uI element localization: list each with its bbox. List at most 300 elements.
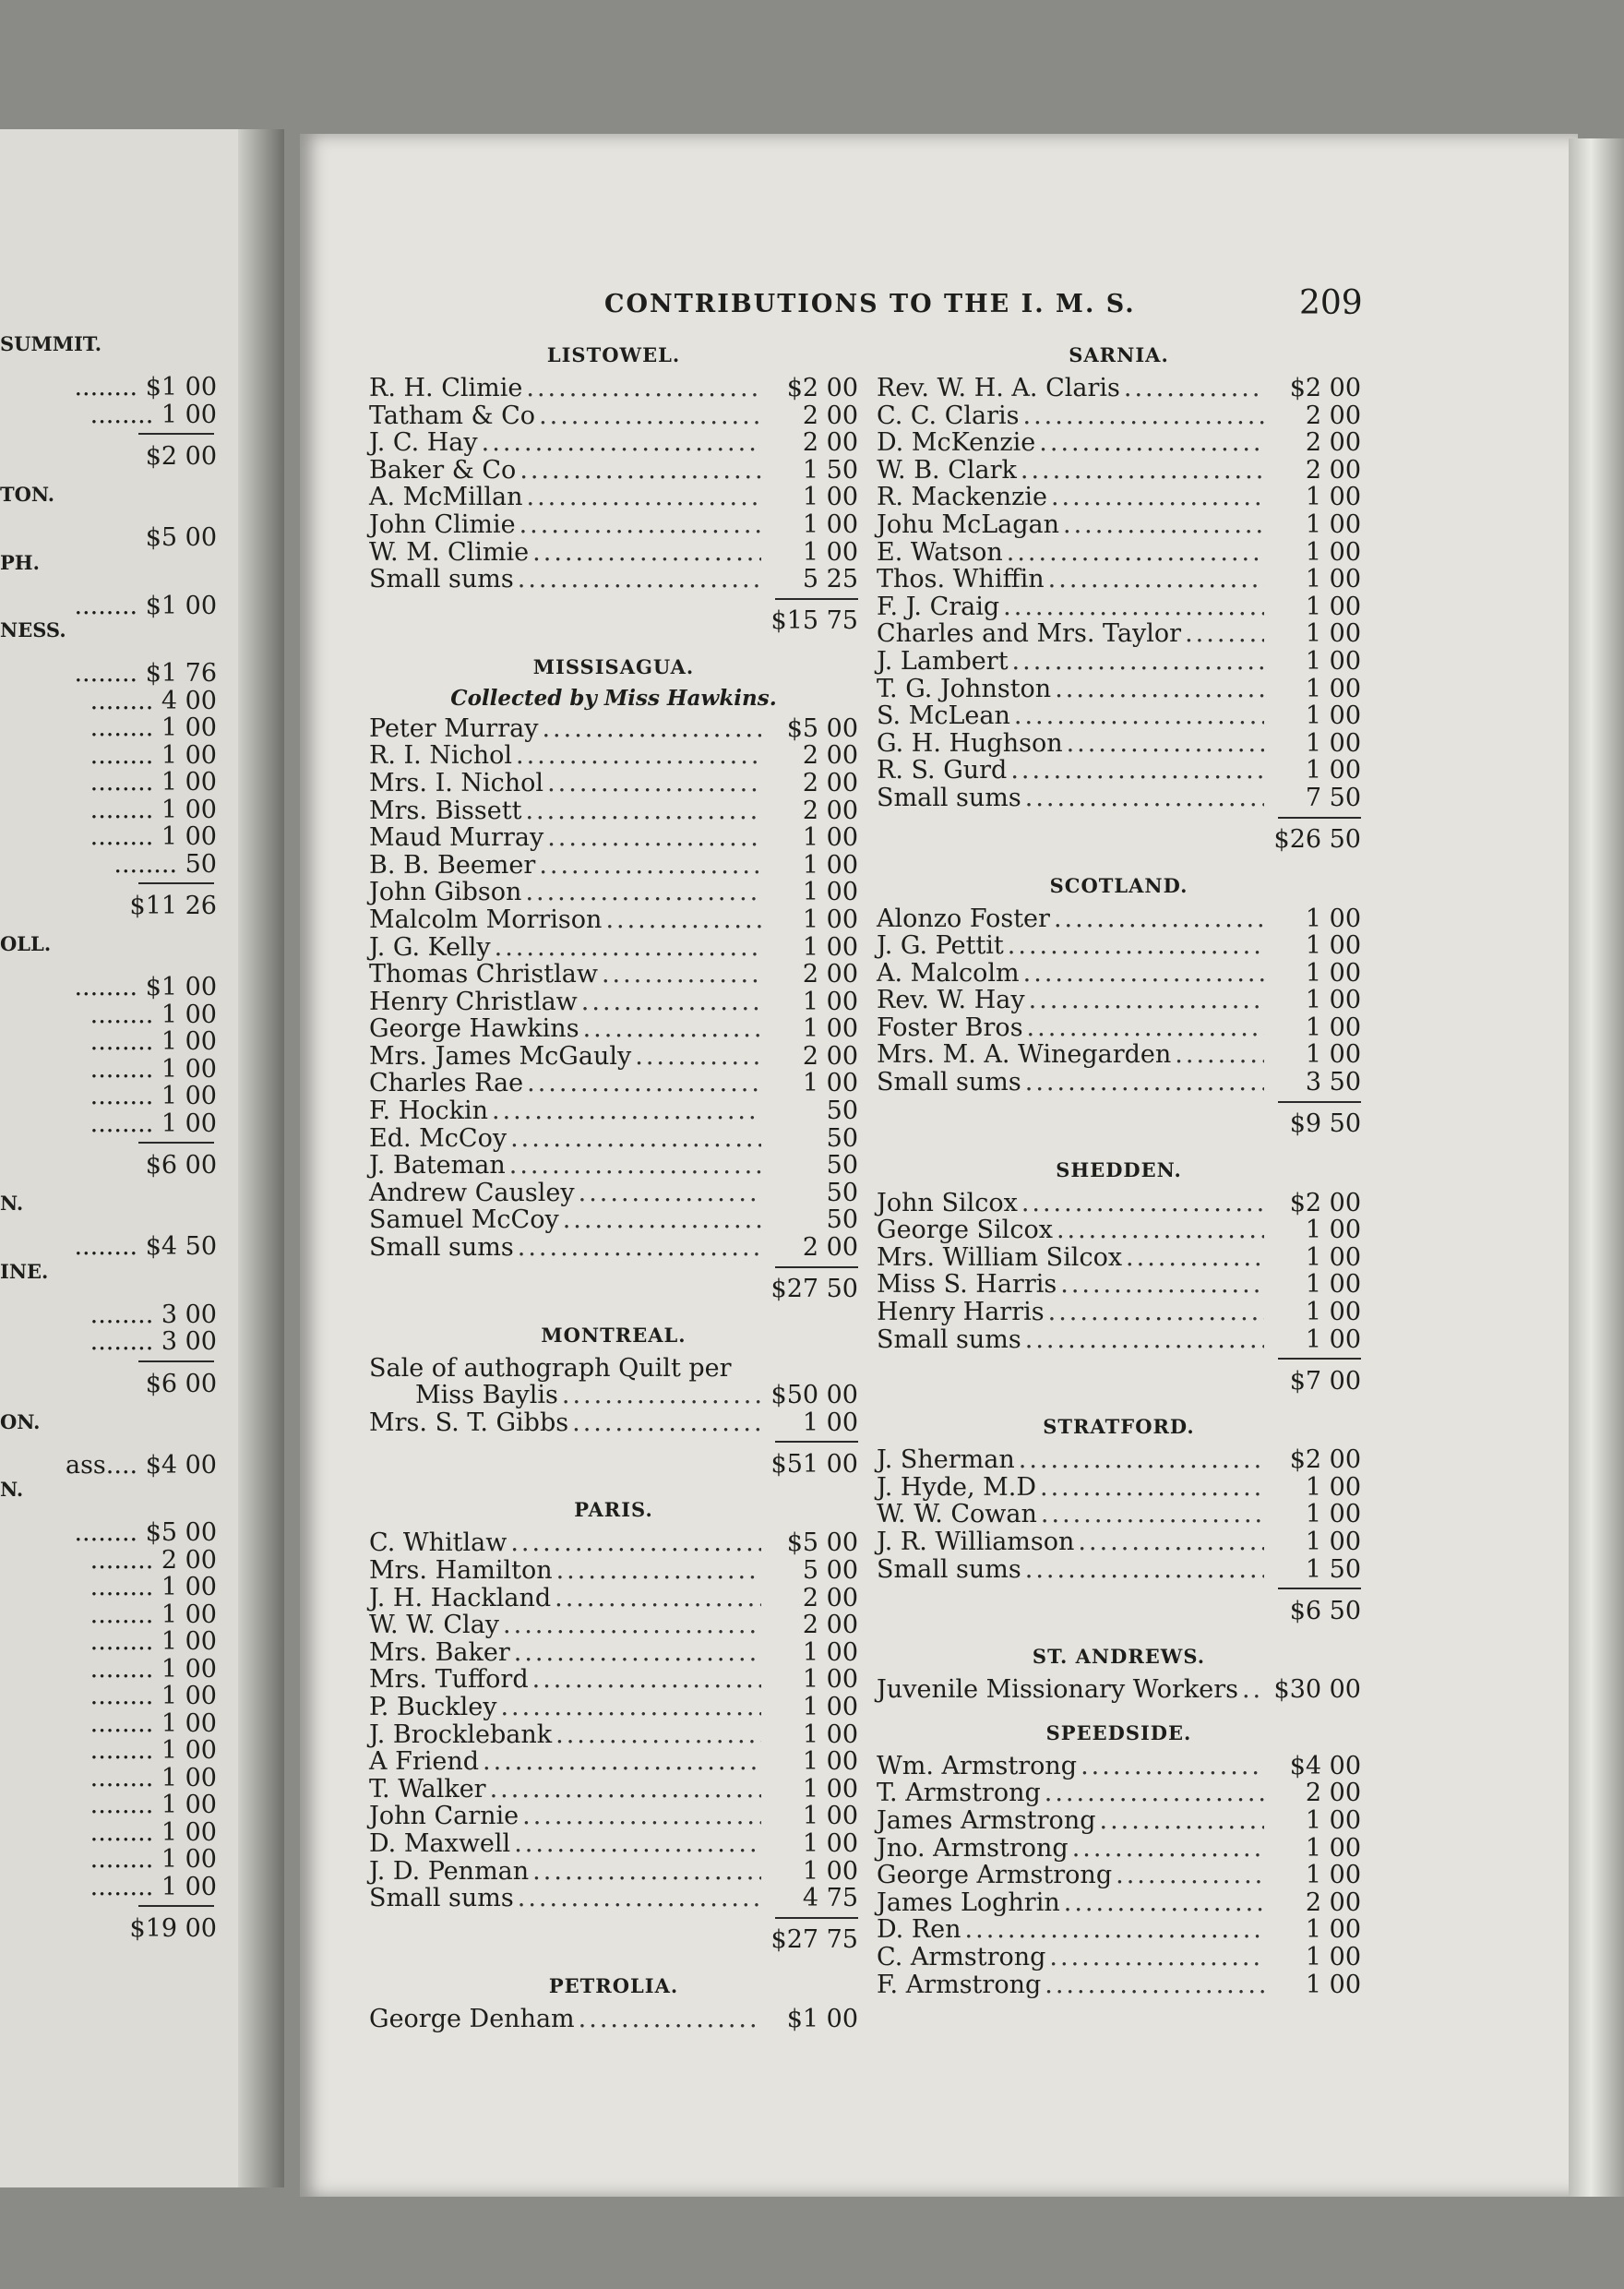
leader-dots	[1059, 510, 1264, 539]
contributor-name: J. Lambert	[877, 646, 1009, 676]
leader-dots	[521, 878, 761, 906]
contribution-amount: $5 00	[786, 713, 858, 743]
contributor-name: George Silcox	[877, 1216, 1053, 1245]
section-total	[877, 1365, 1361, 1396]
leader-dots	[1041, 1971, 1264, 1999]
contribution-amount: 1 00	[1305, 537, 1361, 567]
contribution-row	[369, 1151, 858, 1179]
contribution-amount: 1 50	[802, 455, 858, 485]
page-number: 209	[1299, 284, 1363, 322]
contribution-row	[369, 741, 858, 769]
contributor-name: Small sums	[877, 1554, 1021, 1584]
contribution-amount: 1 00	[802, 1637, 858, 1667]
contribution-row	[369, 851, 858, 879]
leader-dots	[522, 483, 761, 511]
contribution-amount: 1 00	[1305, 958, 1361, 988]
contribution-amount: 2 00	[802, 401, 858, 430]
contribution-row	[877, 1189, 1361, 1216]
contribution-amount: 5 25	[802, 565, 858, 594]
contributor-name: Jno. Armstrong	[877, 1833, 1069, 1863]
contribution-row	[369, 988, 858, 1015]
leader-dots	[559, 1205, 761, 1234]
contribution-row	[877, 1013, 1361, 1041]
contribution-amount: 1 00	[1305, 1270, 1361, 1300]
facing-entry: ........ 4 00	[90, 686, 217, 715]
section-heading: SARNIA.	[1069, 343, 1169, 366]
leader-dots	[1045, 1943, 1264, 1971]
facing-entry: ........ 1 00	[90, 1845, 217, 1874]
contributor-name: R. H. Climie	[369, 374, 523, 402]
section-heading: MONTREAL.	[541, 1323, 687, 1347]
facing-entry: ........ 1 00	[90, 1708, 217, 1738]
contribution-row	[877, 1325, 1361, 1353]
leader-dots	[1074, 1528, 1264, 1556]
right-column	[877, 343, 1361, 1997]
section-heading: STRATFORD.	[1043, 1415, 1195, 1439]
contribution-row	[369, 401, 858, 429]
total-rule	[138, 433, 214, 435]
facing-entry: ........ 1 00	[90, 1682, 217, 1710]
contributor-name: E. Watson	[877, 537, 1003, 567]
leader-dots	[1050, 905, 1264, 933]
contribution-row	[369, 456, 858, 484]
leader-dots	[1057, 1270, 1264, 1299]
leader-dots	[1051, 675, 1264, 703]
contribution-amount: 1 00	[1305, 674, 1361, 703]
contribution-amount: 1 50	[1305, 1554, 1361, 1584]
section-heading: SCOTLAND.	[1049, 873, 1188, 897]
contribution-amount: 1 00	[1305, 986, 1361, 1015]
contribution-amount: $5 00	[786, 1528, 858, 1558]
contribution-row	[877, 931, 1361, 959]
facing-entry: ........ 1 00	[90, 1109, 217, 1138]
running-head: CONTRIBUTIONS TO THE I. M. S.	[604, 290, 1136, 318]
contribution-row	[877, 565, 1361, 593]
contributor-name: R. S. Gurd	[877, 756, 1008, 785]
contributor-name: F. Armstrong	[877, 1970, 1042, 1999]
facing-entry: ........ $1 76	[74, 659, 217, 688]
total-rule	[1278, 817, 1361, 819]
contribution-row	[877, 374, 1361, 401]
contribution-amount: 1 00	[802, 823, 858, 853]
contribution-row	[877, 1861, 1361, 1888]
contribution-row	[369, 1042, 858, 1070]
contribution-row	[369, 538, 858, 566]
contribution-row	[369, 374, 858, 401]
contribution-amount: 1 00	[802, 1069, 858, 1098]
total-amount: $9 50	[1289, 1109, 1361, 1139]
section-petrolia	[369, 1974, 858, 2032]
leader-dots	[1004, 931, 1264, 960]
section-total	[877, 1109, 1361, 1140]
section-montreal	[369, 1324, 858, 1480]
leader-dots	[1021, 784, 1264, 812]
contribution-amount: 1 00	[1305, 646, 1361, 676]
leader-dots	[1045, 565, 1264, 593]
contribution-row	[369, 1014, 858, 1042]
contribution-amount: $1 00	[786, 2004, 858, 2033]
section-total	[369, 1274, 858, 1305]
page-edge	[1569, 138, 1624, 2197]
leader-dots	[523, 1069, 761, 1097]
leader-dots	[479, 1747, 761, 1776]
total-rule	[138, 882, 214, 884]
leader-dots	[1021, 1068, 1264, 1097]
contribution-row	[877, 1216, 1361, 1243]
contribution-amount: $4 00	[1289, 1751, 1361, 1780]
contribution-amount: 1 00	[1305, 1013, 1361, 1042]
contribution-row	[369, 1381, 858, 1408]
contributor-name: J. G. Kelly	[369, 932, 491, 962]
contribution-row	[369, 933, 858, 961]
contribution-row	[369, 510, 858, 538]
facing-entry: ........ $1 00	[74, 591, 217, 620]
contribution-row	[877, 428, 1361, 456]
contribution-row	[877, 701, 1361, 729]
contribution-amount: 3 50	[1305, 1068, 1361, 1097]
contribution-row	[369, 483, 858, 510]
contribution-row	[369, 1354, 858, 1382]
total-amount: $6 50	[1289, 1596, 1361, 1625]
contribution-amount: 1 00	[1305, 1242, 1361, 1272]
leader-dots	[522, 374, 761, 402]
contribution-row	[877, 1943, 1361, 1971]
facing-entry: ........ 1 00	[90, 1000, 217, 1029]
contribution-row	[877, 1915, 1361, 1943]
contribution-row	[877, 619, 1361, 647]
contribution-row	[877, 647, 1361, 675]
leader-dots	[1122, 1243, 1264, 1272]
contribution-amount: 1 00	[802, 1828, 858, 1858]
contributor-name: C. Whitlaw	[369, 1528, 508, 1558]
leader-dots	[1181, 619, 1264, 648]
section-heading: ST. ANDREWS.	[1032, 1645, 1206, 1669]
leader-dots	[602, 905, 761, 934]
contribution-amount: 1 00	[802, 1774, 858, 1804]
contribution-row	[369, 1233, 858, 1261]
contributor-name: Peter Murray	[369, 713, 539, 743]
contribution-row	[369, 1638, 858, 1666]
contribution-amount: 1 00	[802, 1692, 858, 1721]
facing-heading: TON.	[0, 483, 55, 506]
contribution-row	[877, 729, 1361, 757]
contribution-amount: 1 00	[802, 932, 858, 962]
contribution-amount: 1 00	[802, 1856, 858, 1886]
contributor-name: Thos. Whiffin	[877, 565, 1045, 594]
contribution-amount: 1 00	[1305, 1861, 1361, 1890]
contributor-name: J. Hyde, M.D	[877, 1472, 1036, 1502]
contributor-name: Rev. W. H. A. Claris	[877, 374, 1120, 402]
contributor-name: James Armstrong	[877, 1805, 1096, 1835]
contribution-row	[877, 905, 1361, 932]
section-total	[877, 824, 1361, 856]
section-total	[877, 1595, 1361, 1626]
facing-entry: ........ 2 00	[90, 1545, 217, 1575]
contribution-amount: 1 00	[802, 905, 858, 934]
leader-dots	[1060, 1888, 1264, 1917]
facing-heading: N.	[0, 1478, 24, 1501]
contributor-name: Mrs. S. T. Gibbs	[369, 1408, 569, 1437]
leader-dots	[1112, 1861, 1264, 1889]
contribution-row	[877, 675, 1361, 702]
contributor-name: Charles and Mrs. Taylor	[877, 619, 1182, 649]
contribution-row	[369, 1829, 858, 1857]
section-stratford	[877, 1415, 1361, 1626]
contribution-amount: 1 00	[1305, 1216, 1361, 1245]
contribution-row	[369, 1408, 858, 1436]
facing-entry: ........ 1 00	[90, 1654, 217, 1684]
leader-dots	[1120, 374, 1264, 402]
facing-entry: ........ 1 00	[90, 1763, 217, 1792]
contribution-amount: 1 00	[1305, 1528, 1361, 1556]
contributor-name: F. J. Craig	[877, 592, 1000, 621]
contributor-name: Mrs. James McGauly	[369, 1041, 632, 1071]
leader-dots	[551, 1584, 761, 1612]
contribution-amount: 2 00	[802, 1583, 858, 1612]
facing-entry: ........ 1 00	[90, 1082, 217, 1110]
facing-entry: ........ 1 00	[90, 1573, 217, 1601]
leader-dots	[506, 1151, 761, 1180]
contribution-row	[877, 959, 1361, 987]
contributor-name: Baker & Co	[369, 455, 517, 485]
leader-dots	[514, 1233, 761, 1262]
contributor-name: Mrs. Baker	[369, 1637, 510, 1667]
contributor-name: G. H. Hughson	[877, 728, 1063, 758]
section-shedden	[877, 1158, 1361, 1397]
contribution-row	[369, 1747, 858, 1775]
section-note: Collected by Miss Hawkins.	[450, 685, 777, 711]
section-heading: SPEEDSIDE.	[1045, 1720, 1192, 1744]
contributor-name: Mrs. William Silcox	[877, 1242, 1123, 1272]
contributor-name: John Carnie	[369, 1802, 519, 1831]
contribution-amount: 1 00	[1305, 619, 1361, 649]
leader-dots	[552, 1720, 761, 1749]
contribution-row	[369, 1528, 858, 1556]
contributor-name: Miss Baylis	[415, 1381, 558, 1410]
contributor-name: C. C. Claris	[877, 401, 1020, 430]
contribution-row	[369, 428, 858, 456]
contribution-amount: 4 75	[802, 1884, 858, 1913]
contribution-amount: 1 00	[1305, 1324, 1361, 1354]
contribution-row	[877, 1068, 1361, 1096]
leader-dots	[516, 456, 761, 485]
facing-heading: ON.	[0, 1409, 41, 1433]
section-heading: LISTOWEL.	[546, 343, 681, 366]
contributor-name: Mrs. Bissett	[369, 796, 522, 825]
contribution-amount: 2 00	[802, 1233, 858, 1263]
contributor-name: J. Sherman	[877, 1445, 1015, 1475]
leader-dots	[519, 1802, 761, 1830]
contributor-name: Thomas Christlaw	[369, 960, 598, 989]
contribution-row	[877, 1243, 1361, 1271]
contribution-amount: 5 00	[802, 1556, 858, 1585]
leader-dots	[1035, 428, 1264, 457]
facing-heading: SUMMIT.	[0, 332, 102, 355]
contributor-name: D. Maxwell	[369, 1828, 511, 1858]
facing-entry: ass.... $4 00	[65, 1450, 217, 1480]
contribution-row	[877, 1834, 1361, 1862]
contribution-amount: 2 00	[1305, 455, 1361, 485]
contribution-amount: 1 00	[1305, 1298, 1361, 1327]
contribution-row	[877, 1473, 1361, 1501]
contribution-amount: 2 00	[1305, 1779, 1361, 1808]
contributor-name: D. McKenzie	[877, 428, 1036, 458]
facing-total: $11 26	[129, 892, 217, 920]
total-amount: $51 00	[770, 1449, 858, 1479]
facing-entry: ........ 3 00	[90, 1300, 217, 1329]
contributor-name: James Loghrin	[877, 1888, 1060, 1917]
leader-dots	[1018, 1189, 1264, 1217]
contributor-name: Tatham & Co	[369, 401, 536, 430]
leader-dots	[521, 797, 761, 825]
contribution-amount: 1 00	[1305, 565, 1361, 594]
contribution-amount: 1 00	[1305, 728, 1361, 758]
leader-dots	[1045, 1298, 1264, 1326]
contributor-name: Charles Rae	[369, 1069, 524, 1098]
contribution-amount: 1 00	[802, 537, 858, 567]
contribution-row	[877, 1528, 1361, 1555]
leader-dots	[999, 593, 1264, 621]
leader-dots	[558, 1381, 761, 1409]
total-amount: $7 00	[1289, 1366, 1361, 1396]
contribution-row	[877, 1298, 1361, 1325]
contribution-amount: 1 00	[802, 987, 858, 1016]
contribution-amount: 2 00	[802, 960, 858, 989]
facing-total: $6 00	[145, 1369, 217, 1398]
contributor-name: W. W. Cowan	[877, 1500, 1037, 1529]
section-heading: PARIS.	[574, 1498, 653, 1522]
section-total	[369, 1448, 858, 1480]
contribution-row	[877, 1040, 1361, 1068]
contribution-row	[369, 1802, 858, 1829]
contribution-amount: $2 00	[786, 374, 858, 402]
leader-dots	[514, 1884, 761, 1912]
contribution-row	[369, 1611, 858, 1638]
facing-entry: ........ 1 00	[90, 1736, 217, 1765]
contribution-amount: 7 50	[1305, 783, 1361, 812]
total-rule	[775, 598, 858, 600]
contributor-name: T. Armstrong	[877, 1779, 1041, 1808]
facing-entry: $5 00	[145, 523, 217, 552]
leader-dots	[1238, 1675, 1264, 1704]
facing-entry: ........ 1 00	[90, 822, 217, 851]
contribution-amount: $2 00	[1289, 1188, 1361, 1217]
contribution-amount: 1 00	[1305, 904, 1361, 933]
contributor-name: W. M. Climie	[369, 537, 530, 567]
contributor-name: Andrew Causley	[369, 1178, 575, 1207]
contributor-name: Mrs. M. A. Winegarden	[877, 1040, 1172, 1070]
contribution-amount: 2 00	[802, 768, 858, 797]
contributor-name: J. C. Hay	[369, 428, 478, 458]
contributor-name: Henry Harris	[877, 1298, 1045, 1327]
contribution-amount: 1 00	[1305, 509, 1361, 539]
leader-dots	[1021, 1555, 1264, 1584]
contribution-row	[877, 1971, 1361, 1998]
leader-dots	[578, 988, 761, 1016]
contribution-amount: 50	[826, 1123, 858, 1153]
contribution-amount: 2 00	[802, 741, 858, 771]
contribution-amount: 1 00	[802, 1408, 858, 1437]
contribution-row	[369, 960, 858, 988]
contribution-amount: 1 00	[1305, 701, 1361, 731]
contributor-name: Henry Christlaw	[369, 987, 578, 1016]
contribution-row	[369, 1205, 858, 1233]
contribution-amount: 1 00	[1305, 931, 1361, 961]
contributor-name: Foster Bros	[877, 1013, 1023, 1042]
contribution-row	[877, 401, 1361, 429]
contributor-name: C. Armstrong	[877, 1942, 1046, 1971]
contributor-name: J. R. Williamson	[877, 1528, 1075, 1556]
contribution-row	[369, 1069, 858, 1097]
leader-dots	[1037, 1500, 1264, 1528]
facing-entry: ........ 1 00	[90, 795, 217, 824]
leader-dots	[496, 1693, 761, 1721]
facing-entry: ........ $4 50	[74, 1232, 217, 1261]
leader-dots	[553, 1556, 761, 1585]
contribution-row	[877, 1445, 1361, 1473]
contribution-row	[369, 769, 858, 797]
leader-dots	[486, 1775, 761, 1804]
facing-heading: PH.	[0, 550, 40, 574]
leader-dots	[961, 1915, 1264, 1944]
section-speedside	[877, 1721, 1361, 1997]
contribution-amount: $2 00	[1289, 1445, 1361, 1475]
leader-dots	[535, 851, 761, 880]
facing-entry: ........ 1 00	[90, 1627, 217, 1656]
contributor-name: Johu McLagan	[877, 509, 1060, 539]
contribution-row	[369, 878, 858, 905]
leader-dots	[1021, 1325, 1264, 1354]
contributor-name: George Denham	[369, 2004, 575, 2033]
contribution-amount: 1 00	[1305, 1805, 1361, 1835]
leader-dots	[514, 565, 761, 593]
contributor-name: F. Hockin	[369, 1097, 489, 1126]
contributor-name: John Gibson	[369, 878, 522, 907]
leader-dots	[488, 1097, 761, 1125]
contribution-amount: 50	[826, 1178, 858, 1207]
contributor-name: W. B. Clark	[877, 455, 1017, 485]
contribution-row	[877, 456, 1361, 484]
leader-dots	[1023, 1013, 1264, 1042]
contributor-name: J. Brocklebank	[369, 1720, 553, 1749]
contribution-row	[369, 823, 858, 851]
leader-dots	[1077, 1752, 1264, 1780]
contribution-amount: $50 00	[770, 1381, 858, 1410]
contributor-name: Small sums	[877, 1324, 1021, 1354]
leader-dots	[1063, 729, 1264, 758]
facing-entry: ........ $5 00	[74, 1518, 217, 1547]
leader-dots	[543, 823, 761, 852]
section-heading: PETROLIA.	[548, 1973, 679, 1997]
facing-entry: ........ 1 00	[90, 400, 217, 429]
contribution-row	[877, 756, 1361, 784]
total-rule	[1278, 1588, 1361, 1589]
facing-entry: ........ 50	[113, 849, 217, 879]
total-rule	[138, 1360, 214, 1362]
contribution-row	[369, 1556, 858, 1584]
contribution-amount: 1 00	[1305, 1942, 1361, 1971]
contribution-amount: 1 00	[802, 1665, 858, 1695]
contribution-row	[877, 1555, 1361, 1583]
contributor-name: Small sums	[369, 565, 514, 594]
contributor-name: Maud Murray	[369, 823, 544, 853]
contributor-name: R. Mackenzie	[877, 483, 1047, 512]
contribution-row	[877, 784, 1361, 811]
contribution-row	[877, 1675, 1361, 1703]
leader-dots	[529, 538, 761, 567]
contribution-amount: 1 00	[1305, 1472, 1361, 1502]
contributor-name: T. G. Johnston	[877, 674, 1052, 703]
